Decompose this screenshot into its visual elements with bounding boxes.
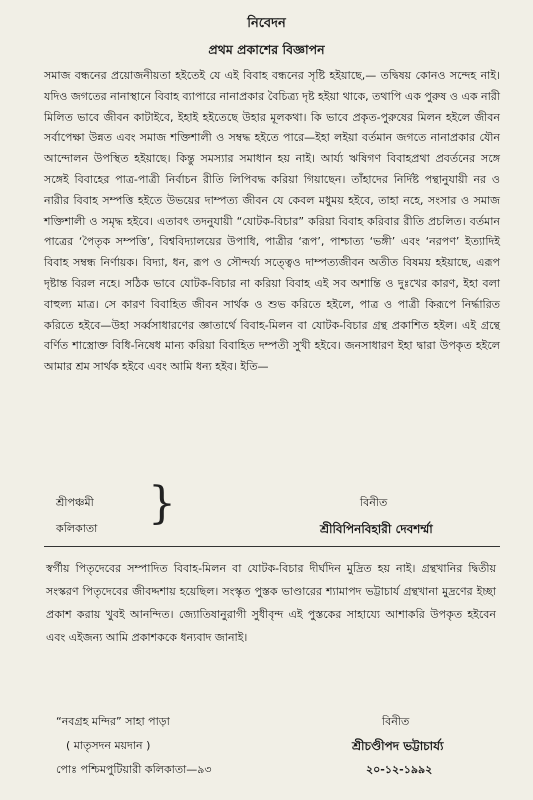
page-title: নিবেদন <box>247 16 286 31</box>
signature-date-place <box>56 490 97 542</box>
second-signature-name: শ্রীচণ্ডীপদ ভট্টাচার্য্য <box>352 739 444 753</box>
signature-block <box>320 490 433 542</box>
signature-date: শ্রীপঞ্চমী <box>56 496 94 509</box>
address-line-2: ( মাতৃসদন ময়দান ) <box>66 739 151 752</box>
address-block <box>56 710 212 782</box>
section-divider <box>44 546 500 547</box>
second-signature-date: ২০-১২-১৯৯২ <box>366 763 433 776</box>
curly-brace-icon: } <box>148 478 176 529</box>
page-subtitle: প্রথম প্রকাশের বিজ্ঞাপন <box>208 42 325 57</box>
preface-paragraph: সমাজ বন্ধনের প্রয়োজনীয়তা হইতেই যে এই বিবাহ বন্ধনের সৃষ্টি হইয়াছে,— তদ্বিষয় কোনও সন্দেহ নাই। যদিও জগতের নানাস্থানে বিবাহ ব্যাপারে নানাপ্রকার বৈচিত্র্য দৃষ্ট হইয়া থাকে, তথাপি এক পুরুষ ও এক নারী মিলিত ভাবে জীবন কাটাইবে, ইহাই হইতেছে উহার মূলকথা। কি ভাবে প্রকৃত-পুরুষের মিলন হইলে জীবন সর্বাপেক্ষা উন্নত এবং সমাজ শক্তিশালী ও সম্বদ্ধ হইতে পারে—ইহা লইয়া বর্তমান জগতে নানাপ্রকার যৌন আন্দোলন উপস্থিত হইয়াছে। কিন্তু সমস্যার সমাধান হয় নাই। আর্য্য ঋষিগণ বিবাহপ্রথা প্রবর্তনের সঙ্গে সঙ্গেই বিবাহের পাত্র-পাত্রী নির্বাচন রীতি লিপিবদ্ধ করিয়া গিয়াছেন। তাঁহাদের নির্দিষ্ট পন্থানুযায়ী নর ও নারীর বিবাহ সম্পত্তি হইতে উভয়ের দাম্পত্য জীবন যে কেবল মধুময় হইবে, তাহা নহে, সংসার ও সমাজ শক্তিশালী ও সমৃদ্ধ হইবে। এতাবৎ তদনুযায়ী “যোটক-বিচার” করিয়া বিবাহ করিবার রীতি প্রচলিত। বর্তমান পাত্রের ‘পৈতৃক সম্পত্তি’, বিশ্ববিদ্যালয়ের উপাধি, পাত্রীর ‘রূপ’, পাশ্চাত্য ‘ভঙ্গী’ এবং ‘নরপণ’ ইত্যাদিই বিবাহ সম্বন্ধ নির্ণায়ক। বিদ্যা, ধন, রূপ ও সৌন্দর্য্য সত্ত্বেও দাম্পত্যজীবন অতীত বিষময় হইয়াছে, এরূপ দৃষ্টান্ত বিরল নহে। সঠিক ভাবে যোটক-বিচার না করিয়া বিবাহ এই সব অশান্তি ও দুঃখের কারণ, ইহা বলা বাহুল্য মাত্র। সে কারণ বিবাহিত জীবন সার্থক ও শুভ করিতে হইলে, পাত্র ও পাত্রী কিরূপে নির্দ্ধারিত করিতে হইবে—উহা সর্ব্বসাধারণের জ্ঞাতার্থে বিবাহ-মিলন বা যোটক-বিচার গ্রন্থ প্রকাশিত হইল। এই গ্রন্থে বর্ণিত শাস্ত্রোক্ত বিধি-নিষেধ মান্য করিয়া বিবাহিত দম্পতী সুখী হইবে। জনসাধারণ ইহা দ্বারা উপকৃত হইলে আমার শ্রম সার্থক হইবে এবং আমি ধন্য হইব। ইতি— <box>44 69 500 374</box>
signature-name: শ্রীবিপিনবিহারী দেবশর্ম্মা <box>320 522 433 536</box>
second-note-paragraph: স্বর্গীয় পিতৃদেবের সম্পাদিত বিবাহ-মিলন বা যোটক-বিচার দীর্ঘদিন মুদ্রিত হয় নাই। গ্রন্থখানির দ্বিতীয় সংস্করণ পিতৃদেবের জীবদ্দশায় হয়েছিল। সংস্কৃত পুস্তক ভাণ্ডারের শ্যামাপদ ভট্টাচার্য গ্রন্থখানা মুদ্রণের ইচ্ছা প্রকাশ করায় খুবই আনন্দিত। জ্যোতিষানুরাগী সুধীবৃন্দ এই পুস্তকের সাহায্যে আশাকরি উপকৃত হইবেন এবং এইজন্য আমি প্রকাশককে ধন্যবাদ জানাই। <box>46 562 496 644</box>
signature-place: কলিকাতা <box>56 522 98 535</box>
second-signature-block <box>352 710 444 782</box>
address-line-1: “নবগ্রহ মন্দির” সাহা পাড়া <box>56 715 170 728</box>
second-signature-label: বিনীত <box>382 715 410 728</box>
signature-label: বিনীত <box>360 496 388 509</box>
address-line-3: পোঃ পশ্চিমপুটিয়ারী কলিকাতা—৯৩ <box>56 763 212 776</box>
